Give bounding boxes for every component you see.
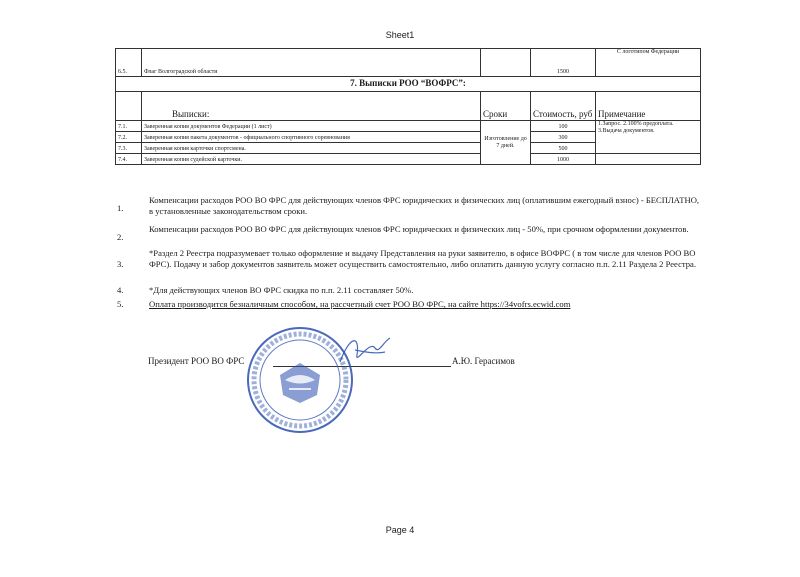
cell-num: 7.1. [116, 121, 142, 132]
cell-name: Заверенная копия пакета документов - официального спортивного соревнования [142, 132, 481, 143]
header-num [116, 92, 142, 121]
table-row-flag [116, 49, 701, 77]
note-text: *Раздел 2 Реестра подразумевает только оформление и выдачу Представления на руки заявителю, в офисе ВОФРС ( в том числе для членов РОО ВО ФРС). Подачу и забор документов заявитель может осуществить самостоятельно, либо оплатить данную услугу согласно п.п. 2.11 Раздела 2 Реестра. [149, 248, 697, 269]
note-text: Оплата производится безналичным способом, на рассчетный счет РОО ВО ФРС, на сайте https://34vofrs.ecwid.com [149, 299, 571, 309]
cell-cost: 1000 [531, 154, 596, 165]
note-number: 2. [117, 232, 124, 242]
table-row [116, 121, 701, 132]
signature-title: Президент РОО ВО ФРС [148, 356, 245, 366]
cell-num: 7.2. [116, 132, 142, 143]
cell-num: 7.3. [116, 143, 142, 154]
note-text: Компенсации расходов РОО ВО ФРС для действующих членов ФРС юридических и физических лиц - 50%, при срочном оформлении документов. [149, 224, 689, 234]
cell-num: 7.4. [116, 154, 142, 165]
cell-name: Флаг Волгоградской области [142, 49, 481, 77]
handwritten-signature [335, 330, 395, 370]
cell-cost: 500 [531, 143, 596, 154]
note-number: 3. [117, 259, 124, 269]
cell-name: Заверенная копия судейской карточки. [142, 154, 481, 165]
cell-cost: 300 [531, 132, 596, 143]
signature-name: А.Ю. Герасимов [452, 356, 515, 366]
cell-cost: 1500 [531, 49, 596, 77]
cell-num: 6.5. [116, 49, 142, 77]
section-row [116, 77, 701, 92]
price-table [115, 48, 701, 165]
note-text: Компенсации расходов РОО ВО ФРС для действующих членов ФРС юридических и физических лиц (оплатившим ежегодный взнос) - БЕСПЛАТНО, в установленные законодательством сроки. [149, 195, 700, 216]
section-title: 7. Выписки РОО “ВОФРС”: [116, 77, 701, 92]
header-note: Примечание [596, 92, 701, 121]
cell-name: Заверенная копия документов Федерации (1 лист) [142, 121, 481, 132]
page-number: Page 4 [385, 525, 415, 535]
table-row [116, 154, 701, 165]
cell-term [481, 49, 531, 77]
note-text: *Для действующих членов ВО ФРС скидка по п.п. 2.11 составляет 50%. [149, 285, 414, 295]
header-cost: Стоимость, руб [531, 92, 596, 121]
cell-name: Заверенная копия карточки спортсмена. [142, 143, 481, 154]
note-number: 5. [117, 299, 124, 309]
cell-term: Изготовление до 7 дней. [481, 121, 531, 165]
table-header-row [116, 92, 701, 121]
cell-note: С логотипом Федерации [596, 49, 701, 77]
sheet-name: Sheet1 [385, 30, 415, 40]
cell-cost: 100 [531, 121, 596, 132]
note-number: 4. [117, 285, 124, 295]
cell-note: 1.Запрос. 2.100% предоплата. 3.Выдача документов. [596, 121, 701, 154]
header-name: Выписки: [142, 92, 481, 121]
cell-note [596, 154, 701, 165]
header-term: Сроки [481, 92, 531, 121]
note-number: 1. [117, 203, 124, 213]
